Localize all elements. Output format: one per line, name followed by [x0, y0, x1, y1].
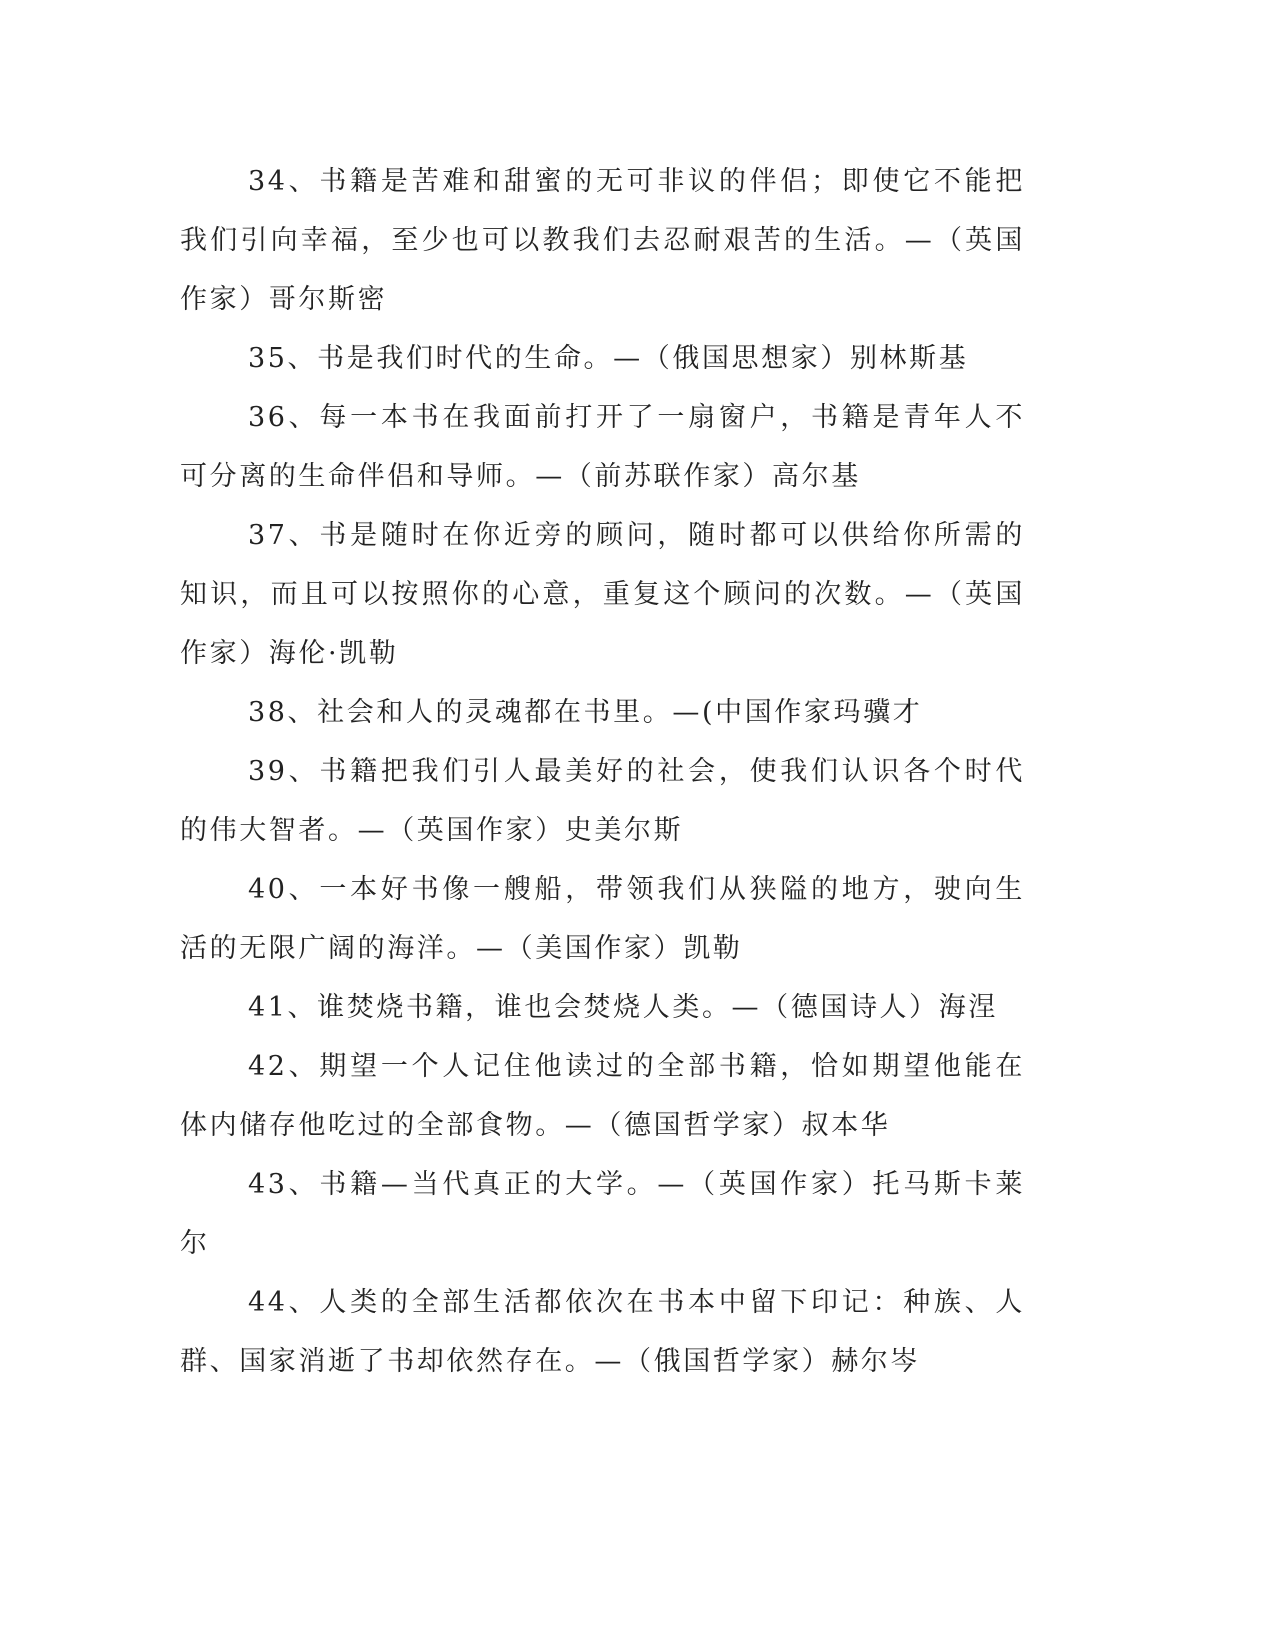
quote-paragraph-38: 38、社会和人的灵魂都在书里。—(中国作家玛骥才 — [248, 697, 923, 728]
quote-paragraph-36: 36、每一本书在我面前打开了一扇窗户，书籍是青年人不可分离的生命伴侣和导师。—（前苏联作家）高尔基 — [180, 402, 1025, 492]
quote-paragraph-39: 39、书籍把我们引人最美好的社会，使我们认识各个时代的伟大智者。—（英国作家）史美尔斯 — [180, 756, 1025, 846]
quote-paragraph-34: 34、书籍是苦难和甜蜜的无可非议的伴侣；即使它不能把我们引向幸福，至少也可以教我们去忍耐艰苦的生活。—（英国作家）哥尔斯密 — [180, 166, 1025, 315]
quote-paragraph-44: 44、人类的全部生活都依次在书本中留下印记：种族、人群、国家消逝了书却依然存在。—（俄国哲学家）赫尔岑 — [180, 1287, 1025, 1377]
quote-paragraph-37: 37、书是随时在你近旁的顾问，随时都可以供给你所需的知识，而且可以按照你的心意，重复这个顾问的次数。—（英国作家）海伦·凯勒 — [180, 520, 1025, 669]
quote-paragraph-40: 40、一本好书像一艘船，带领我们从狭隘的地方，驶向生活的无限广阔的海洋。—（美国作家）凯勒 — [180, 874, 1025, 964]
quote-paragraph-42: 42、期望一个人记住他读过的全部书籍，恰如期望他能在体内储存他吃过的全部食物。—（德国哲学家）叔本华 — [180, 1051, 1025, 1141]
quote-paragraph-43: 43、书籍—当代真正的大学。—（英国作家）托马斯卡莱尔 — [180, 1169, 1025, 1259]
quote-paragraph-41: 41、谁焚烧书籍，谁也会焚烧人类。—（德国诗人）海涅 — [248, 992, 998, 1023]
quote-list — [180, 152, 1025, 1391]
quote-paragraph-35: 35、书是我们时代的生命。—（俄国思想家）别林斯基 — [248, 343, 969, 374]
